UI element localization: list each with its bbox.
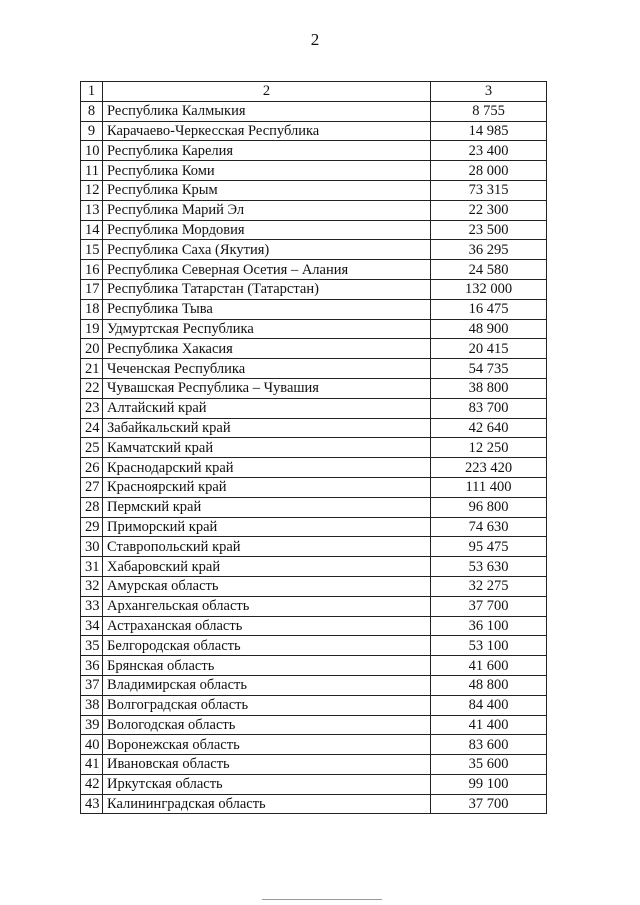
table-row [81, 616, 547, 636]
region-name-cell: Пермский край [103, 497, 431, 517]
region-name-cell: Удмуртская Республика [103, 319, 431, 339]
row-number-cell: 30 [81, 537, 103, 557]
row-number-cell: 18 [81, 299, 103, 319]
table-row [81, 715, 547, 735]
row-number-cell: 24 [81, 418, 103, 438]
row-number-cell: 22 [81, 378, 103, 398]
region-name-cell: Республика Мордовия [103, 220, 431, 240]
table-row [81, 180, 547, 200]
amount-cell: 37 700 [431, 794, 547, 814]
region-name-cell: Иркутская область [103, 774, 431, 794]
scan-artifact-line [262, 899, 382, 900]
region-name-cell: Красноярский край [103, 477, 431, 497]
table-row [81, 794, 547, 814]
amount-cell: 54 735 [431, 359, 547, 379]
table-row [81, 319, 547, 339]
table-row [81, 418, 547, 438]
table-row [81, 755, 547, 775]
header-col-region: 2 [103, 82, 431, 102]
row-number-cell: 43 [81, 794, 103, 814]
table-row [81, 537, 547, 557]
table-row [81, 774, 547, 794]
table-row [81, 576, 547, 596]
row-number-cell: 25 [81, 438, 103, 458]
page-number: 2 [310, 30, 320, 49]
region-name-cell: Чеченская Республика [103, 359, 431, 379]
amount-cell: 16 475 [431, 299, 547, 319]
region-name-cell: Калининградская область [103, 794, 431, 814]
row-number-cell: 34 [81, 616, 103, 636]
amount-cell: 20 415 [431, 339, 547, 359]
header-col-number: 1 [81, 82, 103, 102]
table-row [81, 279, 547, 299]
amount-cell: 14 985 [431, 121, 547, 141]
row-number-cell: 11 [81, 161, 103, 181]
amount-cell: 37 700 [431, 596, 547, 616]
table-row [81, 200, 547, 220]
amount-cell: 24 580 [431, 260, 547, 280]
region-name-cell: Республика Карелия [103, 141, 431, 161]
region-name-cell: Республика Северная Осетия – Алания [103, 260, 431, 280]
row-number-cell: 10 [81, 141, 103, 161]
table-row [81, 735, 547, 755]
table-row [81, 240, 547, 260]
table-row [81, 695, 547, 715]
amount-cell: 53 630 [431, 557, 547, 577]
row-number-cell: 17 [81, 279, 103, 299]
region-name-cell: Республика Тыва [103, 299, 431, 319]
row-number-cell: 20 [81, 339, 103, 359]
table-row [81, 339, 547, 359]
region-name-cell: Брянская область [103, 656, 431, 676]
amount-cell: 35 600 [431, 755, 547, 775]
region-name-cell: Республика Калмыкия [103, 101, 431, 121]
row-number-cell: 21 [81, 359, 103, 379]
amount-cell: 42 640 [431, 418, 547, 438]
region-name-cell: Камчатский край [103, 438, 431, 458]
amount-cell: 223 420 [431, 458, 547, 478]
amount-cell: 84 400 [431, 695, 547, 715]
table-row [81, 557, 547, 577]
row-number-cell: 12 [81, 180, 103, 200]
region-name-cell: Республика Татарстан (Татарстан) [103, 279, 431, 299]
row-number-cell: 13 [81, 200, 103, 220]
region-name-cell: Республика Крым [103, 180, 431, 200]
table-row [81, 161, 547, 181]
amount-cell: 111 400 [431, 477, 547, 497]
table-body [81, 101, 547, 814]
region-name-cell: Забайкальский край [103, 418, 431, 438]
row-number-cell: 31 [81, 557, 103, 577]
row-number-cell: 35 [81, 636, 103, 656]
row-number-cell: 8 [81, 101, 103, 121]
region-name-cell: Вологодская область [103, 715, 431, 735]
row-number-cell: 14 [81, 220, 103, 240]
table-row [81, 656, 547, 676]
amount-cell: 28 000 [431, 161, 547, 181]
row-number-cell: 41 [81, 755, 103, 775]
row-number-cell: 23 [81, 398, 103, 418]
amount-cell: 83 700 [431, 398, 547, 418]
region-name-cell: Волгоградская область [103, 695, 431, 715]
amount-cell: 12 250 [431, 438, 547, 458]
amount-cell: 8 755 [431, 101, 547, 121]
row-number-cell: 19 [81, 319, 103, 339]
table-row [81, 398, 547, 418]
row-number-cell: 42 [81, 774, 103, 794]
amount-cell: 48 900 [431, 319, 547, 339]
table-row [81, 675, 547, 695]
table-row [81, 596, 547, 616]
row-number-cell: 32 [81, 576, 103, 596]
amount-cell: 41 400 [431, 715, 547, 735]
table-row [81, 497, 547, 517]
region-name-cell: Астраханская область [103, 616, 431, 636]
region-name-cell: Ставропольский край [103, 537, 431, 557]
amount-cell: 95 475 [431, 537, 547, 557]
region-name-cell: Карачаево-Черкесская Республика [103, 121, 431, 141]
region-name-cell: Республика Марий Эл [103, 200, 431, 220]
table-row [81, 438, 547, 458]
amount-cell: 36 295 [431, 240, 547, 260]
table-row [81, 477, 547, 497]
table-header-row [81, 82, 547, 102]
amount-cell: 96 800 [431, 497, 547, 517]
region-name-cell: Амурская область [103, 576, 431, 596]
table-row [81, 101, 547, 121]
row-number-cell: 38 [81, 695, 103, 715]
row-number-cell: 39 [81, 715, 103, 735]
row-number-cell: 9 [81, 121, 103, 141]
amount-cell: 74 630 [431, 517, 547, 537]
region-name-cell: Чувашская Республика – Чувашия [103, 378, 431, 398]
table-row [81, 299, 547, 319]
table-row [81, 141, 547, 161]
region-name-cell: Республика Хакасия [103, 339, 431, 359]
table-row [81, 121, 547, 141]
table-row [81, 517, 547, 537]
header-col-amount: 3 [431, 82, 547, 102]
row-number-cell: 36 [81, 656, 103, 676]
amount-cell: 36 100 [431, 616, 547, 636]
amount-cell: 83 600 [431, 735, 547, 755]
table-row [81, 220, 547, 240]
amount-cell: 38 800 [431, 378, 547, 398]
amount-cell: 132 000 [431, 279, 547, 299]
row-number-cell: 28 [81, 497, 103, 517]
table-row [81, 636, 547, 656]
row-number-cell: 15 [81, 240, 103, 260]
amount-cell: 73 315 [431, 180, 547, 200]
row-number-cell: 37 [81, 675, 103, 695]
amount-cell: 41 600 [431, 656, 547, 676]
region-name-cell: Республика Саха (Якутия) [103, 240, 431, 260]
region-name-cell: Хабаровский край [103, 557, 431, 577]
amount-cell: 48 800 [431, 675, 547, 695]
row-number-cell: 16 [81, 260, 103, 280]
region-name-cell: Ивановская область [103, 755, 431, 775]
region-name-cell: Республика Коми [103, 161, 431, 181]
table-row [81, 359, 547, 379]
table-row [81, 378, 547, 398]
row-number-cell: 40 [81, 735, 103, 755]
region-name-cell: Архангельская область [103, 596, 431, 616]
region-name-cell: Владимирская область [103, 675, 431, 695]
region-name-cell: Воронежская область [103, 735, 431, 755]
amount-cell: 23 400 [431, 141, 547, 161]
row-number-cell: 29 [81, 517, 103, 537]
row-number-cell: 27 [81, 477, 103, 497]
region-name-cell: Алтайский край [103, 398, 431, 418]
amount-cell: 23 500 [431, 220, 547, 240]
row-number-cell: 26 [81, 458, 103, 478]
amount-cell: 53 100 [431, 636, 547, 656]
region-name-cell: Приморский край [103, 517, 431, 537]
amount-cell: 32 275 [431, 576, 547, 596]
table-row [81, 260, 547, 280]
amount-cell: 22 300 [431, 200, 547, 220]
region-name-cell: Белгородская область [103, 636, 431, 656]
region-name-cell: Краснодарский край [103, 458, 431, 478]
row-number-cell: 33 [81, 596, 103, 616]
table-row [81, 458, 547, 478]
regions-table [80, 81, 547, 814]
amount-cell: 99 100 [431, 774, 547, 794]
